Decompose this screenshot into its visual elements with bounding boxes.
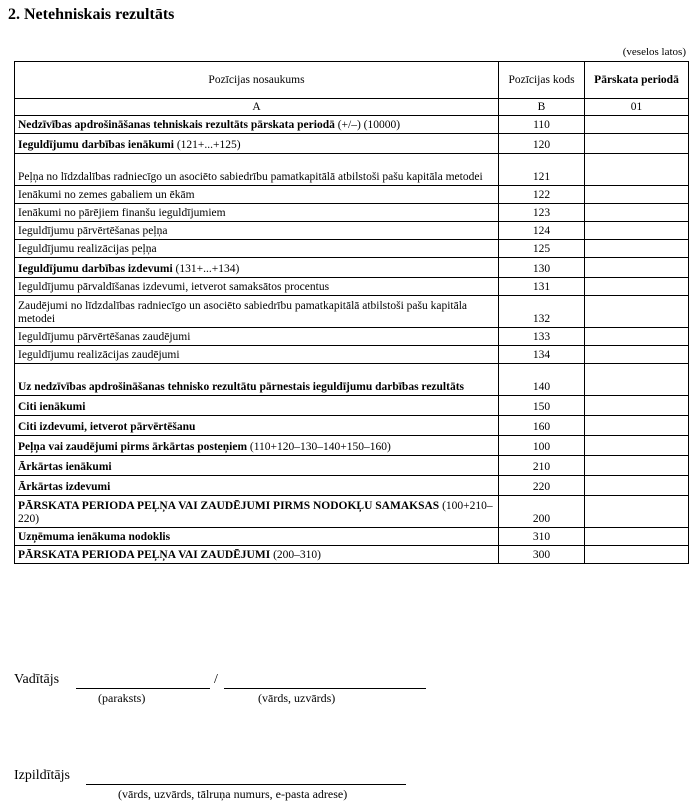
row-name	[15, 436, 499, 456]
row-name-main: Citi ienākumi	[18, 401, 86, 413]
unit-note: (veselos latos)	[622, 46, 686, 58]
row-code: 130	[499, 258, 585, 278]
row-value-cell[interactable]	[585, 456, 689, 476]
row-name	[15, 296, 499, 328]
row-name-main: Ienākumi no pārējiem finanšu ieguldījumiem	[18, 207, 226, 219]
report-table-body	[15, 99, 689, 564]
row-name-main: Ārkārtas izdevumi	[18, 481, 111, 493]
table-row	[15, 222, 689, 240]
row-value-cell[interactable]	[585, 258, 689, 278]
row-name-main: Ieguldījumu realizācijas zaudējumi	[18, 349, 180, 361]
row-name	[15, 240, 499, 258]
row-name	[15, 416, 499, 436]
header-name: Pozīcijas nosaukums	[15, 62, 499, 99]
row-name	[15, 496, 499, 528]
row-value-cell[interactable]	[585, 328, 689, 346]
row-code: 200	[499, 496, 585, 528]
section-title: 2. Netehniskais rezultāts	[8, 6, 175, 23]
row-name	[15, 258, 499, 278]
row-code: 220	[499, 476, 585, 496]
row-value-cell[interactable]	[585, 546, 689, 564]
table-row	[15, 186, 689, 204]
letter-name: A	[15, 99, 499, 116]
row-name-main: Ieguldījumu realizācijas peļņa	[18, 243, 157, 255]
row-name-formula: (121+...+125)	[173, 139, 241, 151]
header-period: Pārskata periodā	[585, 62, 689, 99]
column-letters-row	[15, 99, 689, 116]
row-value-cell[interactable]	[585, 116, 689, 134]
row-name-main: Zaudējumi no līdzdalības radniecīgo un asociēto sabiedrību pamatkapitālā atbilstoši pašu kapitāla metodei	[18, 300, 468, 325]
row-code: 133	[499, 328, 585, 346]
row-value-cell[interactable]	[585, 364, 689, 396]
row-name	[15, 134, 499, 154]
table-row	[15, 436, 689, 456]
header-code: Pozīcijas kods	[499, 62, 585, 99]
row-value-cell[interactable]	[585, 528, 689, 546]
row-name-formula: (200–310)	[270, 549, 321, 561]
separator-slash: /	[214, 672, 218, 687]
row-name	[15, 364, 499, 396]
row-code: 121	[499, 154, 585, 186]
row-code: 134	[499, 346, 585, 364]
row-value-cell[interactable]	[585, 296, 689, 328]
table-row	[15, 134, 689, 154]
row-value-cell[interactable]	[585, 396, 689, 416]
row-code: 131	[499, 278, 585, 296]
row-name-formula: (100+210–220)	[18, 500, 493, 525]
table-row	[15, 364, 689, 396]
table-row	[15, 496, 689, 528]
letter-period: 01	[585, 99, 689, 116]
row-value-cell[interactable]	[585, 436, 689, 456]
row-code: 132	[499, 296, 585, 328]
row-name	[15, 456, 499, 476]
row-name	[15, 346, 499, 364]
row-name-main: Ienākumi no zemes gabaliem un ēkām	[18, 189, 195, 201]
row-value-cell[interactable]	[585, 186, 689, 204]
table-row	[15, 116, 689, 134]
manager-name-line[interactable]	[224, 688, 426, 689]
executor-line[interactable]	[86, 784, 406, 785]
row-name	[15, 546, 499, 564]
row-value-cell[interactable]	[585, 222, 689, 240]
row-name-formula: (131+...+134)	[172, 263, 240, 275]
row-name-formula: (+/–) (10000)	[334, 119, 401, 131]
row-name	[15, 222, 499, 240]
row-code: 110	[499, 116, 585, 134]
row-name	[15, 476, 499, 496]
row-name-main: Uz nedzīvības apdrošināšanas tehnisko rezultātu pārnestais ieguldījumu darbības rezultāts	[18, 381, 465, 393]
row-name	[15, 328, 499, 346]
table-row	[15, 416, 689, 436]
name-caption: (vārds, uzvārds)	[258, 691, 336, 705]
row-code: 150	[499, 396, 585, 416]
row-value-cell[interactable]	[585, 496, 689, 528]
table-row	[15, 278, 689, 296]
row-name-main: Ieguldījumu darbības ienākumi	[18, 139, 174, 151]
row-code: 120	[499, 134, 585, 154]
row-name-main: Ieguldījumu pārvērtēšanas peļņa	[18, 225, 168, 237]
row-name-main: Ieguldījumu pārvaldīšanas izdevumi, ietverot samaksātos procentus	[18, 281, 330, 293]
row-code: 300	[499, 546, 585, 564]
row-name-main: Peļņa vai zaudējumi pirms ārkārtas posteņiem	[18, 441, 248, 453]
row-name	[15, 396, 499, 416]
table-row	[15, 528, 689, 546]
table-row	[15, 476, 689, 496]
row-code: 123	[499, 204, 585, 222]
row-name	[15, 278, 499, 296]
row-name-main: Ieguldījumu pārvērtēšanas zaudējumi	[18, 331, 191, 343]
letter-code: B	[499, 99, 585, 116]
row-value-cell[interactable]	[585, 278, 689, 296]
row-value-cell[interactable]	[585, 346, 689, 364]
table-row	[15, 240, 689, 258]
report-table	[14, 61, 689, 564]
row-name-main: Ārkārtas ienākumi	[18, 461, 112, 473]
row-name	[15, 154, 499, 186]
row-value-cell[interactable]	[585, 476, 689, 496]
executor-label: Izpildītājs	[14, 768, 70, 783]
manager-signature-line[interactable]	[76, 688, 210, 689]
executor-caption: (vārds, uzvārds, tālruņa numurs, e-pasta adrese)	[118, 787, 348, 801]
row-name	[15, 528, 499, 546]
table-row	[15, 456, 689, 476]
manager-label: Vadītājs	[14, 672, 60, 687]
row-code: 160	[499, 416, 585, 436]
row-name	[15, 116, 499, 134]
table-row	[15, 154, 689, 186]
row-code: 122	[499, 186, 585, 204]
table-row	[15, 396, 689, 416]
row-name-main: Uzņēmuma ienākuma nodoklis	[18, 531, 171, 543]
row-code: 310	[499, 528, 585, 546]
table-row	[15, 258, 689, 278]
signature-caption: (paraksts)	[98, 691, 146, 705]
row-code: 100	[499, 436, 585, 456]
row-value-cell[interactable]	[585, 240, 689, 258]
row-value-cell[interactable]	[585, 154, 689, 186]
row-name-main: PĀRSKATA PERIODA PEĻŅA VAI ZAUDĒJUMI	[18, 549, 271, 561]
row-name-main: Nedzīvības apdrošināšanas tehniskais rezultāts pārskata periodā	[18, 119, 335, 131]
row-code: 210	[499, 456, 585, 476]
row-name	[15, 204, 499, 222]
table-row	[15, 204, 689, 222]
row-code: 124	[499, 222, 585, 240]
row-name-main: Ieguldījumu darbības izdevumi	[18, 263, 173, 275]
table-row	[15, 546, 689, 564]
row-code: 125	[499, 240, 585, 258]
table-row	[15, 346, 689, 364]
row-name-main: PĀRSKATA PERIODA PEĻŅA VAI ZAUDĒJUMI PIRMS NODOKĻU SAMAKSAS	[18, 500, 440, 512]
row-value-cell[interactable]	[585, 416, 689, 436]
table-row	[15, 296, 689, 328]
row-name-main: Citi izdevumi, ietverot pārvērtēšanu	[18, 421, 196, 433]
row-name-formula: (110+120–130–140+150–160)	[247, 441, 391, 453]
row-code: 140	[499, 364, 585, 396]
row-value-cell[interactable]	[585, 134, 689, 154]
row-name	[15, 186, 499, 204]
row-value-cell[interactable]	[585, 204, 689, 222]
row-name-main: Peļņa no līdzdalības radniecīgo un asociēto sabiedrību pamatkapitālā atbilstoši pašu kapitāla metodei	[18, 171, 483, 183]
table-row	[15, 328, 689, 346]
